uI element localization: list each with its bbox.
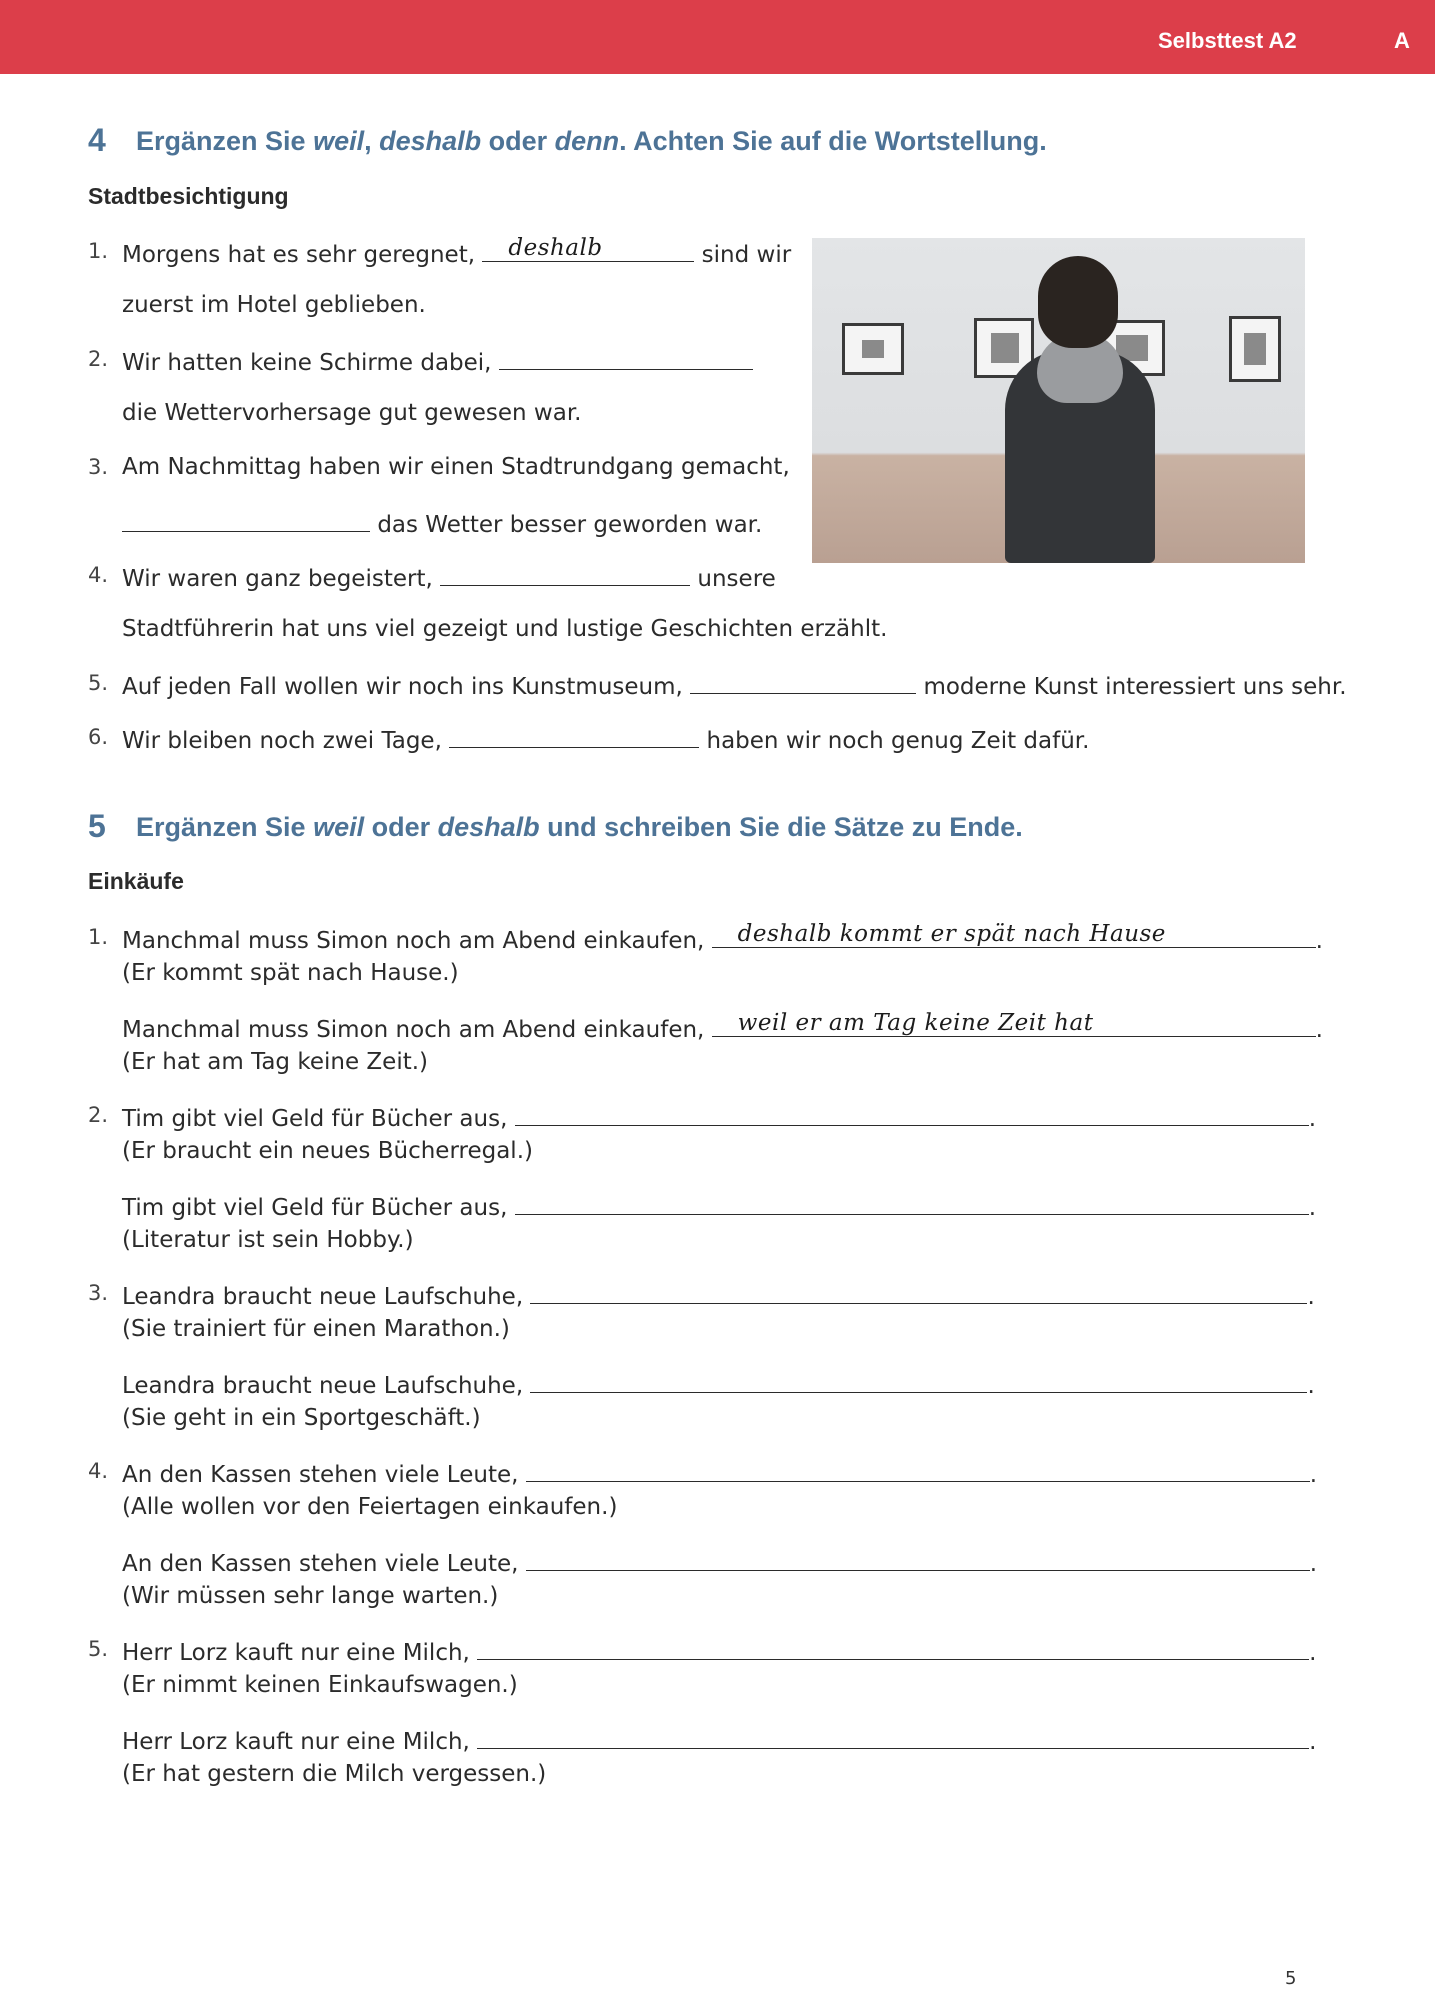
answer-blank[interactable]	[440, 560, 690, 586]
handwritten-answer: deshalb	[508, 235, 603, 261]
answer-blank[interactable]	[526, 1545, 1310, 1571]
handwritten-answer: weil er am Tag keine Zeit hat	[737, 1010, 1094, 1036]
item-number: 1.	[88, 925, 109, 949]
hint-text: (Sie trainiert für einen Marathon.)	[122, 1316, 510, 1342]
hint-text: (Er braucht ein neues Bücherregal.)	[122, 1138, 533, 1164]
exercise-4-item-3-line2	[122, 506, 762, 540]
sentence-text: Leandra braucht neue Laufschuhe,	[122, 1284, 524, 1310]
period-mark: .	[1309, 1729, 1317, 1755]
period-mark: .	[1307, 1373, 1315, 1399]
period-mark: .	[1315, 1017, 1323, 1043]
item-number: 3.	[88, 1281, 109, 1305]
exercise-4-item-4	[122, 560, 776, 594]
exercise-4-item-1	[122, 236, 791, 270]
title-text: und schreiben Sie die Sätze zu Ende.	[539, 812, 1023, 842]
exercise-4-number: 4	[88, 122, 106, 158]
exercise-4-item-2-line2: die Wettervorhersage gut gewesen war.	[122, 400, 582, 426]
answer-blank[interactable]	[477, 1723, 1309, 1749]
item-number: 5.	[88, 1637, 109, 1661]
exercise-4-subheading: Stadtbesichtigung	[88, 183, 289, 209]
item-number: 2.	[88, 347, 109, 371]
answer-blank[interactable]	[449, 722, 699, 748]
title-keyword: deshalb	[379, 126, 482, 156]
exercise-4-item-6	[122, 722, 1089, 756]
museum-photo	[812, 238, 1305, 563]
item-number: 6.	[88, 725, 109, 749]
sentence-text: haben wir noch genug Zeit dafür.	[706, 728, 1090, 754]
picture-frame	[1229, 316, 1281, 382]
title-text: oder	[481, 126, 555, 156]
answer-blank[interactable]	[712, 922, 1316, 948]
hint-text: (Er kommt spät nach Hause.)	[122, 960, 459, 986]
hint-text: (Wir müssen sehr lange warten.)	[122, 1583, 499, 1609]
answer-blank[interactable]	[690, 668, 916, 694]
sentence-text: Morgens hat es sehr geregnet,	[122, 242, 476, 268]
item-number: 3.	[88, 455, 109, 479]
header-title: Selbsttest A2	[1158, 28, 1297, 53]
exercise-4-item-1-line2: zuerst im Hotel geblieben.	[122, 292, 426, 318]
answer-blank[interactable]	[477, 1634, 1309, 1660]
answer-blank[interactable]	[499, 344, 753, 370]
sentence-text: moderne Kunst interessiert uns sehr.	[923, 674, 1347, 700]
hint-text: (Er hat am Tag keine Zeit.)	[122, 1049, 429, 1075]
exercise-5-item-7	[122, 1456, 1317, 1490]
exercise-5-item-2	[122, 1011, 1323, 1045]
sentence-text: sind wir	[701, 242, 792, 268]
sentence-text: das Wetter besser geworden war.	[377, 512, 763, 538]
title-text: oder	[364, 812, 438, 842]
hint-text: (Alle wollen vor den Feiertagen einkaufen.)	[122, 1494, 618, 1520]
title-text: ,	[364, 126, 380, 156]
answer-blank[interactable]	[515, 1100, 1309, 1126]
title-text: Ergänzen Sie	[136, 126, 314, 156]
period-mark: .	[1309, 1551, 1318, 1577]
answer-blank[interactable]	[530, 1367, 1307, 1393]
answer-blank[interactable]	[482, 236, 694, 262]
sentence-text: An den Kassen stehen viele Leute,	[122, 1462, 519, 1488]
exercise-5-item-10	[122, 1723, 1316, 1757]
item-number: 4.	[88, 563, 109, 587]
exercise-5-item-3	[122, 1100, 1316, 1134]
item-number: 2.	[88, 1103, 109, 1127]
exercise-4-item-3: Am Nachmittag haben wir einen Stadtrundgang gemacht,	[122, 454, 790, 480]
period-mark: .	[1308, 1106, 1317, 1132]
title-text: Ergänzen Sie	[136, 812, 314, 842]
title-text: . Achten Sie auf die Wortstellung.	[619, 126, 1047, 156]
exercise-5-item-9	[122, 1634, 1316, 1668]
sentence-text: Herr Lorz kauft nur eine Milch,	[122, 1640, 470, 1666]
picture-frame	[842, 323, 904, 375]
person-head	[1038, 256, 1118, 348]
period-mark: .	[1315, 928, 1323, 954]
page-number: 5	[1285, 1968, 1297, 1989]
title-keyword: weil	[313, 126, 365, 156]
hint-text: (Er hat gestern die Milch vergessen.)	[122, 1761, 547, 1787]
header-section-letter: A	[1394, 28, 1410, 53]
sentence-text: An den Kassen stehen viele Leute,	[122, 1551, 519, 1577]
answer-blank[interactable]	[712, 1011, 1316, 1037]
sentence-text: unsere	[697, 566, 776, 592]
hint-text: (Er nimmt keinen Einkaufswagen.)	[122, 1672, 518, 1698]
sentence-text: Tim gibt viel Geld für Bücher aus,	[122, 1106, 508, 1132]
answer-blank[interactable]	[122, 506, 370, 532]
exercise-5-item-1	[122, 922, 1323, 956]
answer-blank[interactable]	[530, 1278, 1307, 1304]
period-mark: .	[1309, 1640, 1317, 1666]
exercise-5-item-5	[122, 1278, 1315, 1312]
exercise-5-item-6	[122, 1367, 1315, 1401]
exercise-5-item-4	[122, 1189, 1316, 1223]
sentence-text: Wir hatten keine Schirme dabei,	[122, 350, 492, 376]
item-number: 5.	[88, 671, 109, 695]
exercise-5-subheading: Einkäufe	[88, 868, 184, 894]
handwritten-answer: deshalb kommt er spät nach Hause	[737, 921, 1166, 947]
hint-text: (Literatur ist sein Hobby.)	[122, 1227, 414, 1253]
title-keyword: deshalb	[437, 812, 540, 842]
title-keyword: weil	[313, 812, 365, 842]
exercise-5-item-8	[122, 1545, 1317, 1579]
sentence-text: Auf jeden Fall wollen wir noch ins Kunstmuseum,	[122, 674, 683, 700]
exercise-4-title	[136, 126, 1047, 157]
exercise-4-item-2	[122, 344, 753, 378]
exercise-4-item-4-line2: Stadtführerin hat uns viel gezeigt und lustige Geschichten erzählt.	[122, 616, 888, 642]
sentence-text: Wir bleiben noch zwei Tage,	[122, 728, 442, 754]
sentence-text: Manchmal muss Simon noch am Abend einkaufen,	[122, 928, 705, 954]
exercise-5-title	[136, 812, 1023, 843]
exercise-4-item-5	[122, 668, 1347, 702]
period-mark: .	[1309, 1462, 1318, 1488]
sentence-text: Herr Lorz kauft nur eine Milch,	[122, 1729, 470, 1755]
answer-blank[interactable]	[515, 1189, 1309, 1215]
title-keyword: denn	[554, 126, 620, 156]
item-number: 1.	[88, 239, 109, 263]
item-number: 4.	[88, 1459, 109, 1483]
sentence-text: Leandra braucht neue Laufschuhe,	[122, 1373, 524, 1399]
period-mark: .	[1308, 1195, 1317, 1221]
exercise-5-number: 5	[88, 808, 106, 844]
sentence-text: Wir waren ganz begeistert,	[122, 566, 433, 592]
sentence-text: Tim gibt viel Geld für Bücher aus,	[122, 1195, 508, 1221]
period-mark: .	[1307, 1284, 1315, 1310]
hint-text: (Sie geht in ein Sportgeschäft.)	[122, 1405, 481, 1431]
answer-blank[interactable]	[526, 1456, 1310, 1482]
sentence-text: Manchmal muss Simon noch am Abend einkaufen,	[122, 1017, 705, 1043]
